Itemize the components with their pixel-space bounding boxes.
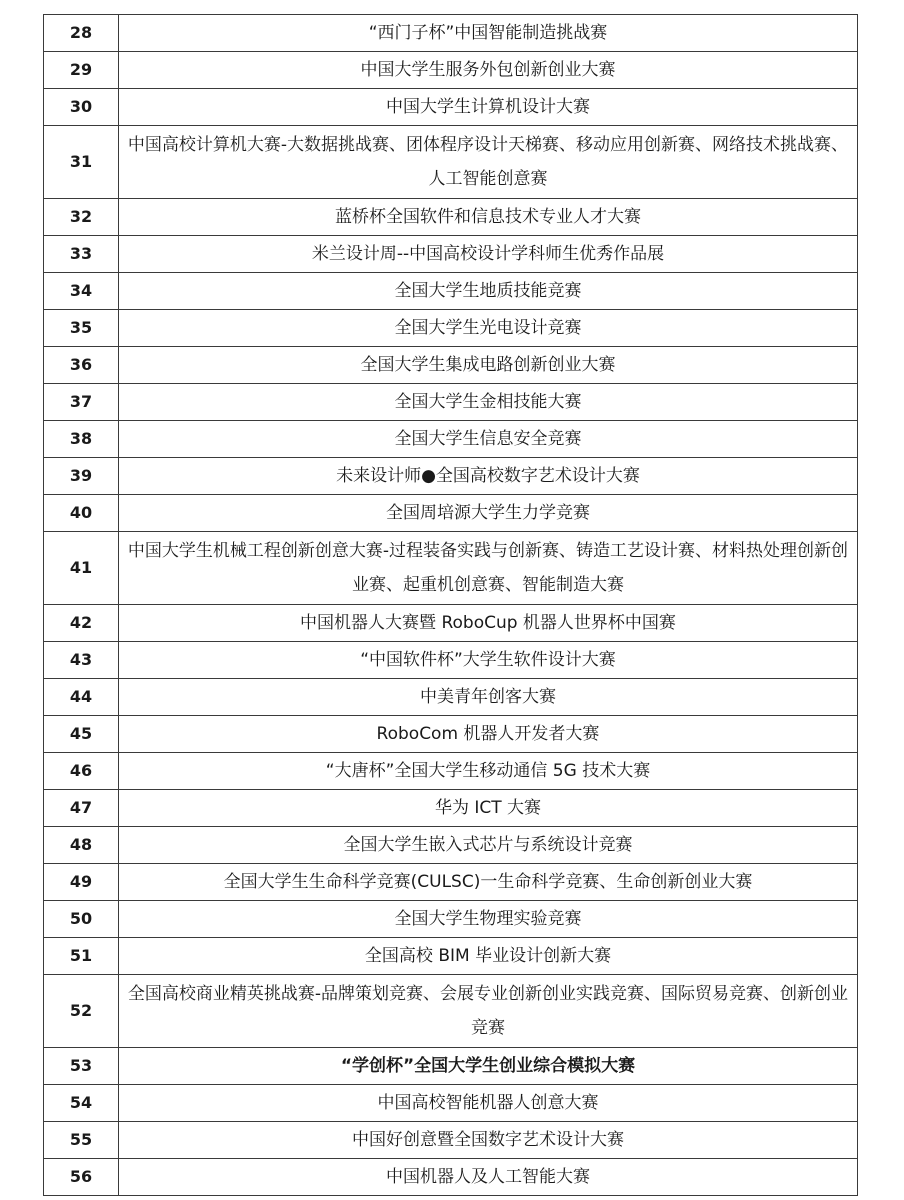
competition-name: 全国高校 BIM 毕业设计创新大赛: [119, 938, 858, 975]
table-row: [44, 384, 858, 421]
row-number: 40: [44, 495, 119, 532]
row-number: 33: [44, 236, 119, 273]
row-number: 56: [44, 1159, 119, 1196]
competition-name: 中国大学生计算机设计大赛: [119, 89, 858, 126]
table-row: [44, 421, 858, 458]
table-row: [44, 753, 858, 790]
competition-name: 全国大学生嵌入式芯片与系统设计竞赛: [119, 827, 858, 864]
row-number: 44: [44, 679, 119, 716]
table-row: [44, 126, 858, 199]
row-number: 51: [44, 938, 119, 975]
table-row: [44, 1048, 858, 1085]
table-row: [44, 495, 858, 532]
row-number: 29: [44, 52, 119, 89]
competition-name: 全国高校商业精英挑战赛-品牌策划竞赛、会展专业创新创业实践竞赛、国际贸易竞赛、创新创业竞赛: [119, 975, 858, 1048]
row-number: 49: [44, 864, 119, 901]
row-number: 39: [44, 458, 119, 495]
competition-name: 全国大学生集成电路创新创业大赛: [119, 347, 858, 384]
row-number: 48: [44, 827, 119, 864]
row-number: 46: [44, 753, 119, 790]
competition-name: 全国大学生光电设计竞赛: [119, 310, 858, 347]
table-row: [44, 273, 858, 310]
row-number: 36: [44, 347, 119, 384]
competition-name: “中国软件杯”大学生软件设计大赛: [119, 642, 858, 679]
table-row: [44, 15, 858, 52]
competition-name: 全国大学生物理实验竞赛: [119, 901, 858, 938]
table-row: [44, 975, 858, 1048]
table-row: [44, 827, 858, 864]
table-row: [44, 1085, 858, 1122]
table-row: [44, 605, 858, 642]
table-row: [44, 89, 858, 126]
competition-name: 未来设计师●全国高校数字艺术设计大赛: [119, 458, 858, 495]
table-row: [44, 199, 858, 236]
row-number: 47: [44, 790, 119, 827]
table-row: [44, 790, 858, 827]
competition-name: 全国周培源大学生力学竞赛: [119, 495, 858, 532]
competition-name: 中国大学生服务外包创新创业大赛: [119, 52, 858, 89]
competition-name: “西门子杯”中国智能制造挑战赛: [119, 15, 858, 52]
competition-name: 华为 ICT 大赛: [119, 790, 858, 827]
row-number: 43: [44, 642, 119, 679]
table-row: [44, 1122, 858, 1159]
table-row: [44, 236, 858, 273]
table-row: [44, 642, 858, 679]
row-number: 28: [44, 15, 119, 52]
competition-name: 中国机器人及人工智能大赛: [119, 1159, 858, 1196]
table-row: [44, 458, 858, 495]
table-row: [44, 716, 858, 753]
competition-name: 中国机器人大赛暨 RoboCup 机器人世界杯中国赛: [119, 605, 858, 642]
competition-name: RoboCom 机器人开发者大赛: [119, 716, 858, 753]
row-number: 53: [44, 1048, 119, 1085]
competition-name: 全国大学生信息安全竞赛: [119, 421, 858, 458]
row-number: 31: [44, 126, 119, 199]
competition-table: [43, 14, 858, 1196]
row-number: 38: [44, 421, 119, 458]
table-row: [44, 52, 858, 89]
table-row: [44, 901, 858, 938]
competition-name: 全国大学生生命科学竞赛(CULSC)一生命科学竞赛、生命创新创业大赛: [119, 864, 858, 901]
row-number: 32: [44, 199, 119, 236]
row-number: 55: [44, 1122, 119, 1159]
table-row: [44, 347, 858, 384]
competition-name: 全国大学生地质技能竞赛: [119, 273, 858, 310]
competition-name: 中国好创意暨全国数字艺术设计大赛: [119, 1122, 858, 1159]
row-number: 35: [44, 310, 119, 347]
table-row: [44, 310, 858, 347]
competition-name: 中国高校智能机器人创意大赛: [119, 1085, 858, 1122]
row-number: 37: [44, 384, 119, 421]
competition-name: 中国高校计算机大赛-大数据挑战赛、团体程序设计天梯赛、移动应用创新赛、网络技术挑战赛、人工智能创意赛: [119, 126, 858, 199]
row-number: 50: [44, 901, 119, 938]
table-row: [44, 1159, 858, 1196]
competition-name: “大唐杯”全国大学生移动通信 5G 技术大赛: [119, 753, 858, 790]
row-number: 34: [44, 273, 119, 310]
table-row: [44, 938, 858, 975]
table-row: [44, 679, 858, 716]
row-number: 54: [44, 1085, 119, 1122]
competition-name: 全国大学生金相技能大赛: [119, 384, 858, 421]
competition-name: 中美青年创客大赛: [119, 679, 858, 716]
row-number: 52: [44, 975, 119, 1048]
row-number: 42: [44, 605, 119, 642]
row-number: 41: [44, 532, 119, 605]
row-number: 45: [44, 716, 119, 753]
row-number: 30: [44, 89, 119, 126]
table-row: [44, 864, 858, 901]
competition-name: “学创杯”全国大学生创业综合模拟大赛: [119, 1048, 858, 1085]
competition-name: 中国大学生机械工程创新创意大赛-过程装备实践与创新赛、铸造工艺设计赛、材料热处理创新创业赛、起重机创意赛、智能制造大赛: [119, 532, 858, 605]
table-row: [44, 532, 858, 605]
competition-name: 米兰设计周--中国高校设计学科师生优秀作品展: [119, 236, 858, 273]
competition-name: 蓝桥杯全国软件和信息技术专业人才大赛: [119, 199, 858, 236]
